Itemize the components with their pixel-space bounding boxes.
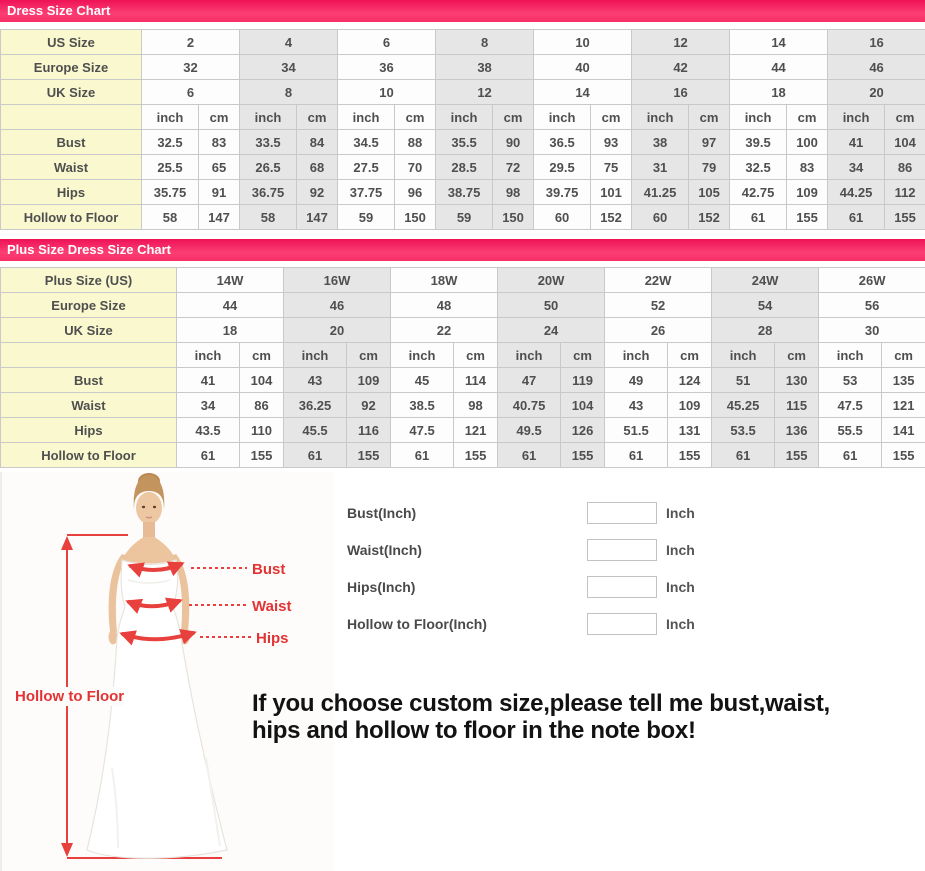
size-cell: 56 [819, 293, 925, 318]
measure-cell-cm: 100 [787, 130, 828, 155]
measure-cell-cm: 93 [591, 130, 632, 155]
form-row [347, 501, 695, 525]
size-cell: 16 [828, 30, 925, 55]
measure-cell-cm: 155 [775, 443, 819, 468]
size-cell: 42 [632, 55, 730, 80]
measure-cell-cm: 155 [561, 443, 605, 468]
measurement-row [1, 443, 925, 468]
measure-cell-inch: 38.5 [391, 393, 454, 418]
row-label: Hollow to Floor [1, 205, 142, 230]
measure-cell-cm: 135 [882, 368, 925, 393]
row-label [1, 105, 142, 130]
unit-cell: inch [240, 105, 297, 130]
hollow-to-floor-label: Hollow to Floor [15, 688, 125, 705]
unit-cell: cm [668, 343, 712, 368]
unit-cell: cm [591, 105, 632, 130]
measure-cell-cm: 79 [689, 155, 730, 180]
unit-cell: inch [828, 105, 885, 130]
measure-cell-inch: 41 [828, 130, 885, 155]
unit-cell: inch [819, 343, 882, 368]
measure-cell-inch: 44.25 [828, 180, 885, 205]
measure-cell-cm: 155 [347, 443, 391, 468]
measure-cell-inch: 47.5 [391, 418, 454, 443]
measurement-row [1, 393, 925, 418]
measuring-guide-section [0, 468, 925, 871]
size-cell: 20W [498, 268, 605, 293]
measure-cell-inch: 38.75 [436, 180, 493, 205]
measure-cell-inch: 61 [712, 443, 775, 468]
measure-cell-inch: 27.5 [338, 155, 395, 180]
form-row [347, 612, 695, 636]
waist-label: Waist [252, 598, 292, 615]
measure-cell-inch: 55.5 [819, 418, 882, 443]
hips-label: Hips [256, 630, 289, 647]
size-cell: 8 [240, 80, 338, 105]
measure-cell-cm: 96 [395, 180, 436, 205]
photo-left-edge [0, 472, 2, 871]
size-cell: 14 [730, 30, 828, 55]
custom-size-form [347, 501, 695, 649]
standard-chart-header [0, 0, 925, 22]
unit-cell: inch [498, 343, 561, 368]
measure-cell-cm: 131 [668, 418, 712, 443]
measure-cell-cm: 115 [775, 393, 819, 418]
size-cell: 14W [177, 268, 284, 293]
size-row [1, 30, 925, 55]
measure-cell-inch: 33.5 [240, 130, 297, 155]
dress-measurement-figure [0, 468, 340, 871]
unit-cell: inch [284, 343, 347, 368]
unit-cell: cm [395, 105, 436, 130]
measure-cell-inch: 26.5 [240, 155, 297, 180]
unit-cell: cm [199, 105, 240, 130]
size-cell: 18W [391, 268, 498, 293]
unit-cell: cm [561, 343, 605, 368]
measure-cell-inch: 61 [730, 205, 787, 230]
unit-header-row [1, 105, 925, 130]
size-row [1, 318, 925, 343]
measure-cell-cm: 92 [297, 180, 338, 205]
measure-cell-inch: 35.75 [142, 180, 199, 205]
measure-cell-cm: 109 [787, 180, 828, 205]
row-label: Plus Size (US) [1, 268, 177, 293]
size-cell: 24W [712, 268, 819, 293]
measure-cell-cm: 75 [591, 155, 632, 180]
unit-cell: cm [775, 343, 819, 368]
measure-cell-cm: 104 [561, 393, 605, 418]
measure-cell-inch: 32.5 [730, 155, 787, 180]
form-field-label: Hollow to Floor(Inch) [347, 616, 487, 632]
size-row [1, 80, 925, 105]
plus-size-table [0, 267, 925, 468]
size-cell: 44 [730, 55, 828, 80]
measure-cell-cm: 109 [347, 368, 391, 393]
unit-cell: inch [142, 105, 199, 130]
row-label: Bust [1, 368, 177, 393]
unit-cell: inch [730, 105, 787, 130]
measure-cell-inch: 36.5 [534, 130, 591, 155]
size-cell: 20 [284, 318, 391, 343]
unit-header-row [1, 343, 925, 368]
size-cell: 8 [436, 30, 534, 55]
measure-cell-cm: 83 [199, 130, 240, 155]
measure-cell-cm: 121 [454, 418, 498, 443]
size-cell: 10 [534, 30, 632, 55]
measure-cell-inch: 36.75 [240, 180, 297, 205]
size-cell: 6 [142, 80, 240, 105]
size-cell: 18 [177, 318, 284, 343]
measurement-row [1, 418, 925, 443]
standard-chart-title: Dress Size Chart [7, 3, 111, 18]
measure-cell-cm: 116 [347, 418, 391, 443]
measure-cell-cm: 110 [240, 418, 284, 443]
measurement-input[interactable] [587, 502, 657, 524]
measure-cell-cm: 101 [591, 180, 632, 205]
measure-cell-inch: 39.75 [534, 180, 591, 205]
measure-cell-inch: 38 [632, 130, 689, 155]
size-row [1, 55, 925, 80]
measure-cell-inch: 45 [391, 368, 454, 393]
unit-cell: cm [347, 343, 391, 368]
measure-cell-cm: 72 [493, 155, 534, 180]
size-cell: 48 [391, 293, 498, 318]
size-cell: 12 [436, 80, 534, 105]
plus-chart-header [0, 239, 925, 261]
measure-cell-inch: 49 [605, 368, 668, 393]
measure-cell-inch: 43 [605, 393, 668, 418]
measure-cell-cm: 65 [199, 155, 240, 180]
row-label: Bust [1, 130, 142, 155]
measure-cell-inch: 53.5 [712, 418, 775, 443]
measurement-row [1, 155, 925, 180]
measure-cell-inch: 51 [712, 368, 775, 393]
unit-cell: cm [882, 343, 925, 368]
measure-cell-inch: 37.75 [338, 180, 395, 205]
measure-cell-cm: 130 [775, 368, 819, 393]
size-cell: 24 [498, 318, 605, 343]
row-label: Hollow to Floor [1, 443, 177, 468]
measure-cell-inch: 61 [828, 205, 885, 230]
measure-cell-cm: 70 [395, 155, 436, 180]
measure-cell-cm: 91 [199, 180, 240, 205]
measure-cell-inch: 49.5 [498, 418, 561, 443]
size-cell: 20 [828, 80, 925, 105]
measure-cell-inch: 60 [632, 205, 689, 230]
measure-cell-inch: 58 [142, 205, 199, 230]
unit-cell: cm [885, 105, 925, 130]
form-unit-label: Inch [666, 542, 695, 558]
row-label: Waist [1, 393, 177, 418]
standard-size-table [0, 29, 925, 230]
measure-cell-inch: 53 [819, 368, 882, 393]
measurement-row [1, 205, 925, 230]
size-cell: 10 [338, 80, 436, 105]
size-cell: 46 [284, 293, 391, 318]
row-label: UK Size [1, 318, 177, 343]
measure-cell-inch: 34.5 [338, 130, 395, 155]
size-cell: 36 [338, 55, 436, 80]
measure-cell-inch: 40.75 [498, 393, 561, 418]
size-cell: 2 [142, 30, 240, 55]
measure-cell-cm: 98 [493, 180, 534, 205]
measure-cell-cm: 98 [454, 393, 498, 418]
unit-cell: inch [338, 105, 395, 130]
size-cell: 28 [712, 318, 819, 343]
size-cell: 18 [730, 80, 828, 105]
measure-cell-inch: 47.5 [819, 393, 882, 418]
measure-cell-inch: 61 [284, 443, 347, 468]
row-label: Waist [1, 155, 142, 180]
measure-cell-inch: 60 [534, 205, 591, 230]
measure-cell-cm: 136 [775, 418, 819, 443]
measure-cell-cm: 105 [689, 180, 730, 205]
unit-cell: inch [605, 343, 668, 368]
unit-cell: inch [436, 105, 493, 130]
row-label: Hips [1, 418, 177, 443]
measure-cell-cm: 155 [787, 205, 828, 230]
measure-cell-inch: 61 [819, 443, 882, 468]
measure-cell-inch: 45.5 [284, 418, 347, 443]
row-label: Europe Size [1, 293, 177, 318]
measure-cell-cm: 86 [885, 155, 925, 180]
unit-cell: cm [240, 343, 284, 368]
measure-cell-inch: 61 [177, 443, 240, 468]
measure-cell-cm: 126 [561, 418, 605, 443]
measure-cell-inch: 34 [177, 393, 240, 418]
measurement-input[interactable] [587, 613, 657, 635]
measure-cell-inch: 32.5 [142, 130, 199, 155]
measure-cell-cm: 147 [297, 205, 338, 230]
form-field-label: Bust(Inch) [347, 505, 417, 521]
measure-cell-cm: 90 [493, 130, 534, 155]
unit-cell: cm [493, 105, 534, 130]
unit-cell: cm [689, 105, 730, 130]
measure-cell-cm: 109 [668, 393, 712, 418]
size-cell: 46 [828, 55, 925, 80]
measure-cell-inch: 35.5 [436, 130, 493, 155]
form-row [347, 538, 695, 562]
row-label: Hips [1, 180, 142, 205]
row-label [1, 343, 177, 368]
size-cell: 16 [632, 80, 730, 105]
measure-cell-inch: 41.25 [632, 180, 689, 205]
size-cell: 54 [712, 293, 819, 318]
size-cell: 16W [284, 268, 391, 293]
measure-cell-inch: 31 [632, 155, 689, 180]
size-cell: 40 [534, 55, 632, 80]
plus-chart-title: Plus Size Dress Size Chart [7, 242, 172, 257]
measure-cell-inch: 28.5 [436, 155, 493, 180]
unit-cell: inch [534, 105, 591, 130]
measure-cell-cm: 150 [395, 205, 436, 230]
row-label: Europe Size [1, 55, 142, 80]
measure-cell-inch: 61 [498, 443, 561, 468]
measure-cell-cm: 152 [689, 205, 730, 230]
measure-cell-cm: 97 [689, 130, 730, 155]
bust-label: Bust [252, 561, 286, 578]
unit-cell: inch [391, 343, 454, 368]
size-cell: 14 [534, 80, 632, 105]
measurement-row [1, 368, 925, 393]
measure-cell-inch: 36.25 [284, 393, 347, 418]
measure-cell-inch: 45.25 [712, 393, 775, 418]
unit-cell: inch [632, 105, 689, 130]
measure-cell-cm: 86 [240, 393, 284, 418]
size-cell: 4 [240, 30, 338, 55]
measure-cell-cm: 155 [454, 443, 498, 468]
measure-cell-cm: 104 [240, 368, 284, 393]
size-row [1, 293, 925, 318]
measure-cell-cm: 141 [882, 418, 925, 443]
measurement-input[interactable] [587, 539, 657, 561]
measure-cell-cm: 119 [561, 368, 605, 393]
size-row [1, 268, 925, 293]
measure-cell-inch: 58 [240, 205, 297, 230]
row-label: UK Size [1, 80, 142, 105]
measure-cell-inch: 43.5 [177, 418, 240, 443]
size-cell: 26 [605, 318, 712, 343]
size-cell: 38 [436, 55, 534, 80]
measure-cell-inch: 61 [605, 443, 668, 468]
unit-cell: cm [454, 343, 498, 368]
measure-cell-cm: 83 [787, 155, 828, 180]
measure-cell-cm: 152 [591, 205, 632, 230]
measure-cell-cm: 92 [347, 393, 391, 418]
measure-cell-cm: 104 [885, 130, 925, 155]
size-cell: 30 [819, 318, 925, 343]
form-field-label: Hips(Inch) [347, 579, 416, 595]
measure-cell-cm: 114 [454, 368, 498, 393]
size-cell: 6 [338, 30, 436, 55]
form-unit-label: Inch [666, 505, 695, 521]
measure-cell-inch: 59 [338, 205, 395, 230]
measure-cell-cm: 112 [885, 180, 925, 205]
measure-cell-inch: 51.5 [605, 418, 668, 443]
measure-cell-inch: 25.5 [142, 155, 199, 180]
measure-cell-cm: 68 [297, 155, 338, 180]
size-cell: 22W [605, 268, 712, 293]
measure-cell-cm: 147 [199, 205, 240, 230]
measure-cell-inch: 43 [284, 368, 347, 393]
measure-cell-inch: 59 [436, 205, 493, 230]
measure-cell-cm: 121 [882, 393, 925, 418]
measurement-row [1, 180, 925, 205]
measure-cell-inch: 39.5 [730, 130, 787, 155]
measure-cell-inch: 47 [498, 368, 561, 393]
custom-size-note [252, 690, 830, 744]
size-cell: 22 [391, 318, 498, 343]
note-line-2: hips and hollow to floor in the note box! [252, 717, 696, 744]
measure-cell-inch: 41 [177, 368, 240, 393]
size-cell: 34 [240, 55, 338, 80]
unit-cell: inch [712, 343, 775, 368]
measurement-row [1, 130, 925, 155]
measure-cell-inch: 34 [828, 155, 885, 180]
measure-cell-inch: 29.5 [534, 155, 591, 180]
measure-cell-cm: 124 [668, 368, 712, 393]
size-cell: 44 [177, 293, 284, 318]
row-label: US Size [1, 30, 142, 55]
form-unit-label: Inch [666, 579, 695, 595]
form-unit-label: Inch [666, 616, 695, 632]
measure-cell-cm: 88 [395, 130, 436, 155]
measure-cell-cm: 155 [882, 443, 925, 468]
measure-cell-inch: 42.75 [730, 180, 787, 205]
size-cell: 12 [632, 30, 730, 55]
measurement-input[interactable] [587, 576, 657, 598]
form-field-label: Waist(Inch) [347, 542, 422, 558]
size-cell: 32 [142, 55, 240, 80]
measure-cell-cm: 84 [297, 130, 338, 155]
unit-cell: cm [787, 105, 828, 130]
form-row [347, 575, 695, 599]
unit-cell: cm [297, 105, 338, 130]
measure-cell-cm: 155 [240, 443, 284, 468]
note-line-1: If you choose custom size,please tell me bust,waist, [252, 690, 830, 717]
measure-cell-cm: 150 [493, 205, 534, 230]
size-cell: 26W [819, 268, 925, 293]
size-cell: 50 [498, 293, 605, 318]
unit-cell: inch [177, 343, 240, 368]
measure-cell-cm: 155 [885, 205, 925, 230]
size-cell: 52 [605, 293, 712, 318]
measure-cell-cm: 155 [668, 443, 712, 468]
measure-cell-inch: 61 [391, 443, 454, 468]
